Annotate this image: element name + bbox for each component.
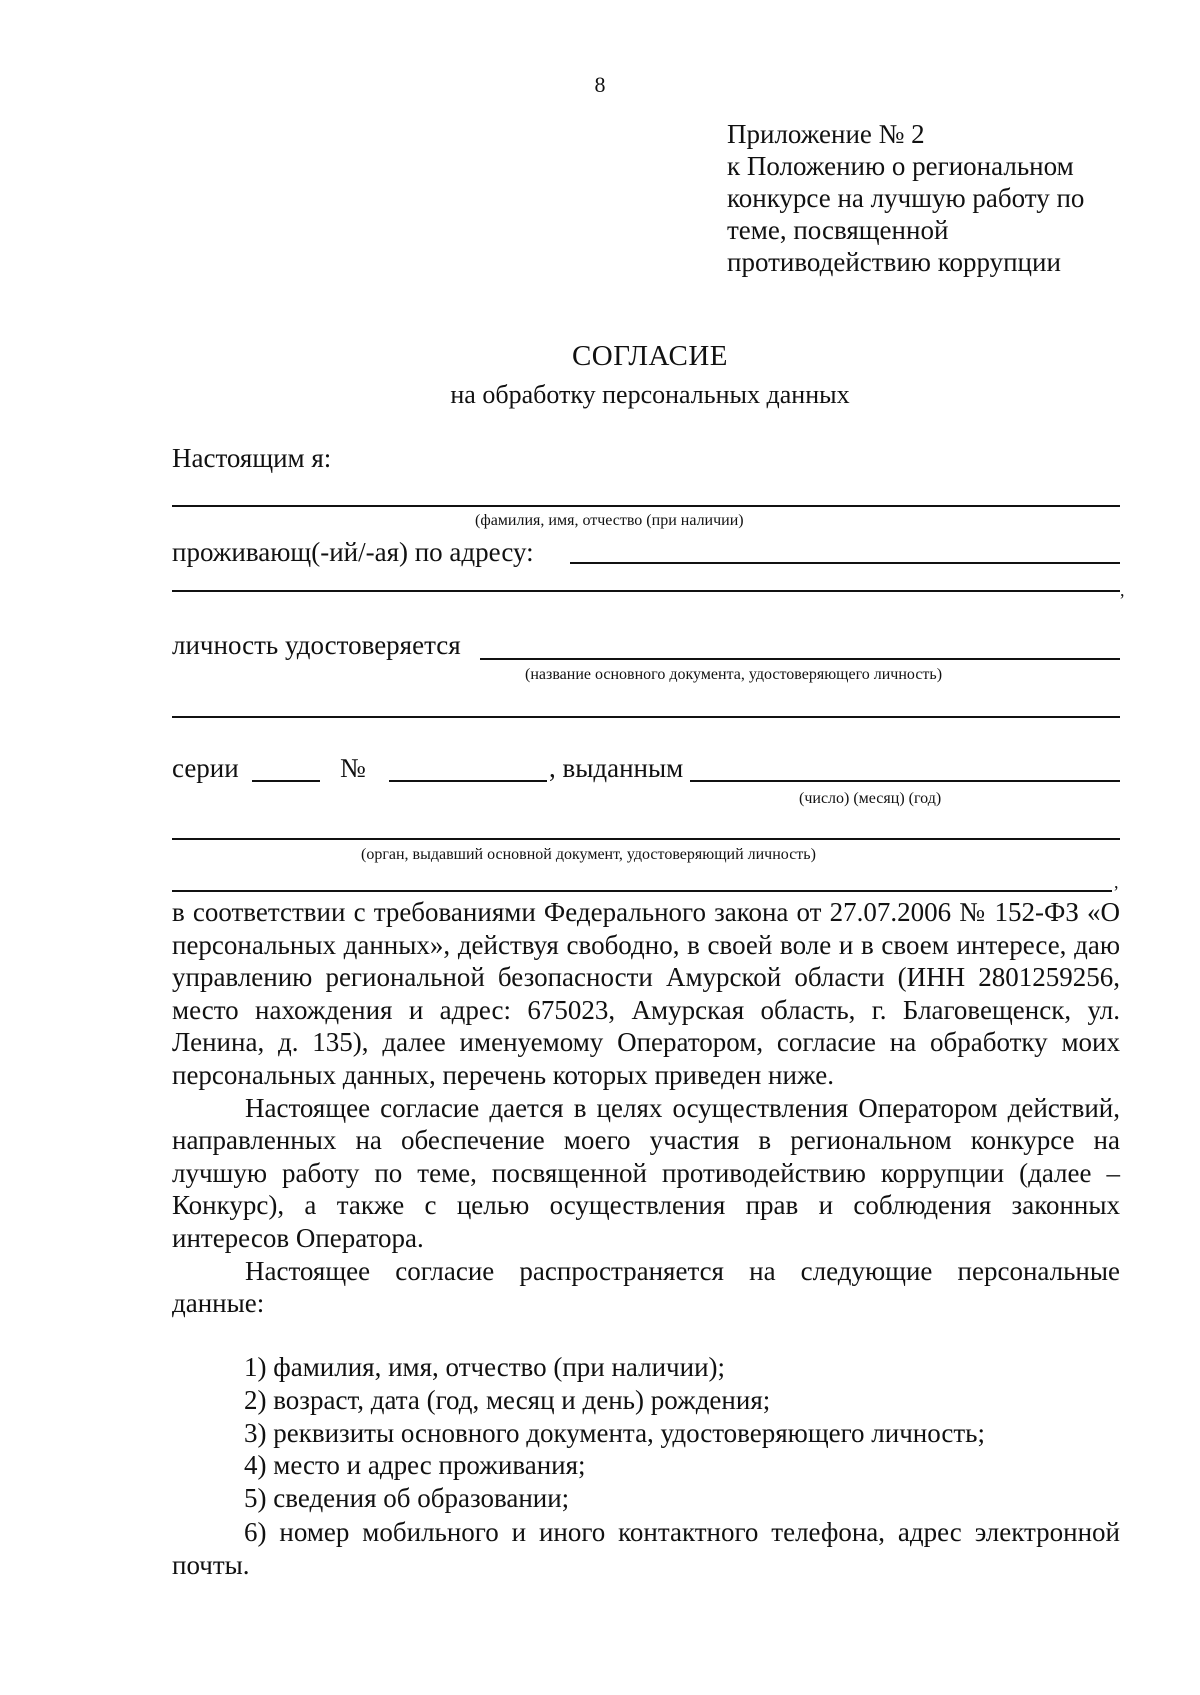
fio-field[interactable] [172,505,1120,507]
issued-label: , выданным [549,753,684,783]
issued-date-field[interactable] [690,780,1120,782]
identity-document-field[interactable] [480,658,1120,660]
document-caption: (название основного документа, удостоверяющего личность) [525,666,943,683]
paragraph-legal-basis: в соответствии с требованиями Федерального закона от 27.07.2006 № 152-ФЗ «О персональных данных», действуя свободно, в своей воле и в своем интересе, даю управлению региональной безопасности Амурской области (ИНН 2801259256, место нахождения и адрес: 675023, Амурская область, г. Благовещенск, ул. Ленина, д. 135), далее именуемому Оператором, согласие на обработку моих персональных данных, перечень которых приведен ниже. [172,897,1120,1090]
list-item: 3) реквизиты основного документа, удостоверяющего личность; [244,1418,985,1448]
appendix-line: противодействию коррупции [727,247,1061,277]
issuer-field[interactable] [172,838,1120,840]
identity-label: личность удостоверяется [172,630,461,660]
line-end-comma: , [1114,872,1119,892]
page-number: 8 [594,72,606,97]
date-caption: (число) (месяц) (год) [799,790,942,807]
address-field-continued[interactable] [172,590,1120,592]
address-field[interactable] [570,562,1120,564]
number-field[interactable] [389,780,547,782]
paragraph-purpose: Настоящее согласие дается в целях осуществления Оператором действий, направленных на обеспечение моего участия в региональном конкурсе на лучшую работу по теме, посвященной противодействию коррупции (далее – Конкурс), а также с целью осуществления прав и соблюдения законных интересов Оператора. [172,1092,1120,1253]
paragraph-scope: Настоящее согласие распространяется на следующие персональные данные: [172,1255,1120,1319]
issuer-caption: (орган, выдавший основной документ, удостоверяющий личность) [361,846,816,863]
series-label: серии [172,753,239,783]
address-label: проживающ(-ий/-ая) по адресу: [172,537,534,567]
appendix-line: к Положению о региональном [727,151,1074,181]
line-end-comma: , [1120,580,1125,600]
list-item: 4) место и адрес проживания; [244,1450,586,1480]
number-label: № [340,753,366,783]
appendix-line: Приложение № 2 [727,119,925,149]
appendix-line: теме, посвященной [727,215,949,245]
list-item: 5) сведения об образовании; [244,1483,570,1513]
identity-document-field-continued[interactable] [172,716,1120,718]
document-subtitle: на обработку персональных данных [450,380,850,409]
series-field[interactable] [252,780,320,782]
fio-caption: (фамилия, имя, отчество (при наличии) [475,512,744,529]
appendix-line: конкурсе на лучшую работу по [727,183,1085,213]
document-title: СОГЛАСИЕ [571,340,729,372]
appendix-header [727,118,1084,278]
consent-body [172,896,1120,1320]
list-item: 1) фамилия, имя, отчество (при наличии); [244,1352,726,1382]
list-item: 2) возраст, дата (год, месяц и день) рождения; [244,1385,771,1415]
list-item: 6) номер мобильного и иного контактного телефона, адрес электронной почты. [172,1517,1120,1580]
intro-label: Настоящим я: [172,443,332,473]
issuer-field-continued[interactable] [172,890,1112,892]
